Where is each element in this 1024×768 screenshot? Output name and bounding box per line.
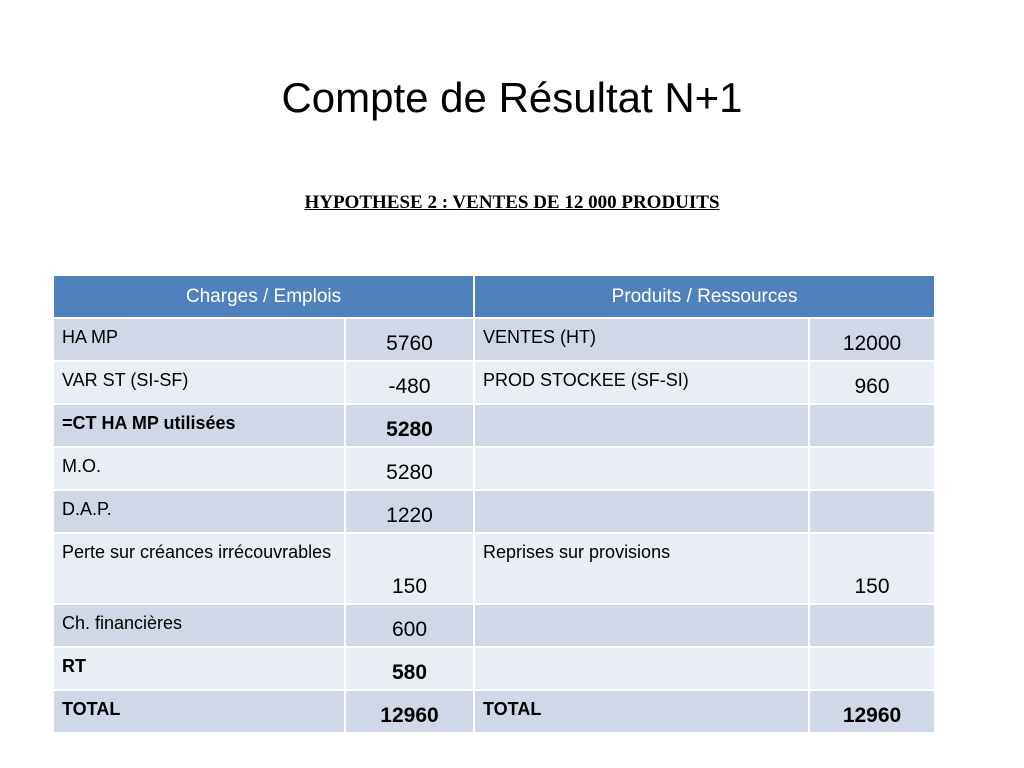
- charge-label: HA MP: [53, 318, 345, 361]
- produit-label: Reprises sur provisions: [474, 533, 809, 604]
- produit-value: 150: [809, 533, 935, 604]
- charge-label: M.O.: [53, 447, 345, 490]
- table-row: [53, 404, 935, 447]
- produit-value: [809, 447, 935, 490]
- charge-label: Ch. financières: [53, 604, 345, 647]
- header-produits: Produits / Ressources: [474, 275, 935, 318]
- charge-value: 5760: [345, 318, 474, 361]
- charge-label: D.A.P.: [53, 490, 345, 533]
- charge-value: 5280: [345, 447, 474, 490]
- charge-value: 580: [345, 647, 474, 690]
- charge-value: 1220: [345, 490, 474, 533]
- charge-label: RT: [53, 647, 345, 690]
- table-row: [53, 490, 935, 533]
- produit-value: [809, 604, 935, 647]
- produit-label: VENTES (HT): [474, 318, 809, 361]
- income-statement-table: [52, 274, 936, 734]
- charge-label: VAR ST (SI-SF): [53, 361, 345, 404]
- produit-label: TOTAL: [474, 690, 809, 733]
- table-row-total: [53, 690, 935, 733]
- charge-value: 5280: [345, 404, 474, 447]
- page-subtitle: HYPOTHESE 2 : VENTES DE 12 000 PRODUITS: [304, 192, 720, 213]
- produit-label: [474, 604, 809, 647]
- charge-value: -480: [345, 361, 474, 404]
- produit-label: [474, 490, 809, 533]
- produit-value: [809, 647, 935, 690]
- table-header-row: [53, 275, 935, 318]
- header-charges: Charges / Emplois: [53, 275, 474, 318]
- table-row: [53, 361, 935, 404]
- table-row: [53, 318, 935, 361]
- charge-label: TOTAL: [53, 690, 345, 733]
- table-row: [53, 647, 935, 690]
- page-title: Compte de Résultat N+1: [281, 74, 743, 121]
- charge-label: =CT HA MP utilisées: [53, 404, 345, 447]
- produit-value: 12000: [809, 318, 935, 361]
- produit-value: 960: [809, 361, 935, 404]
- produit-value: 12960: [809, 690, 935, 733]
- produit-label: PROD STOCKEE (SF-SI): [474, 361, 809, 404]
- produit-label: [474, 447, 809, 490]
- produit-label: [474, 647, 809, 690]
- charge-value: 600: [345, 604, 474, 647]
- produit-label: [474, 404, 809, 447]
- charge-value: 12960: [345, 690, 474, 733]
- table-row: [53, 533, 935, 604]
- produit-value: [809, 404, 935, 447]
- table-row: [53, 447, 935, 490]
- charge-label: Perte sur créances irrécouvrables: [53, 533, 345, 604]
- produit-value: [809, 490, 935, 533]
- charge-value: 150: [345, 533, 474, 604]
- table-row: [53, 604, 935, 647]
